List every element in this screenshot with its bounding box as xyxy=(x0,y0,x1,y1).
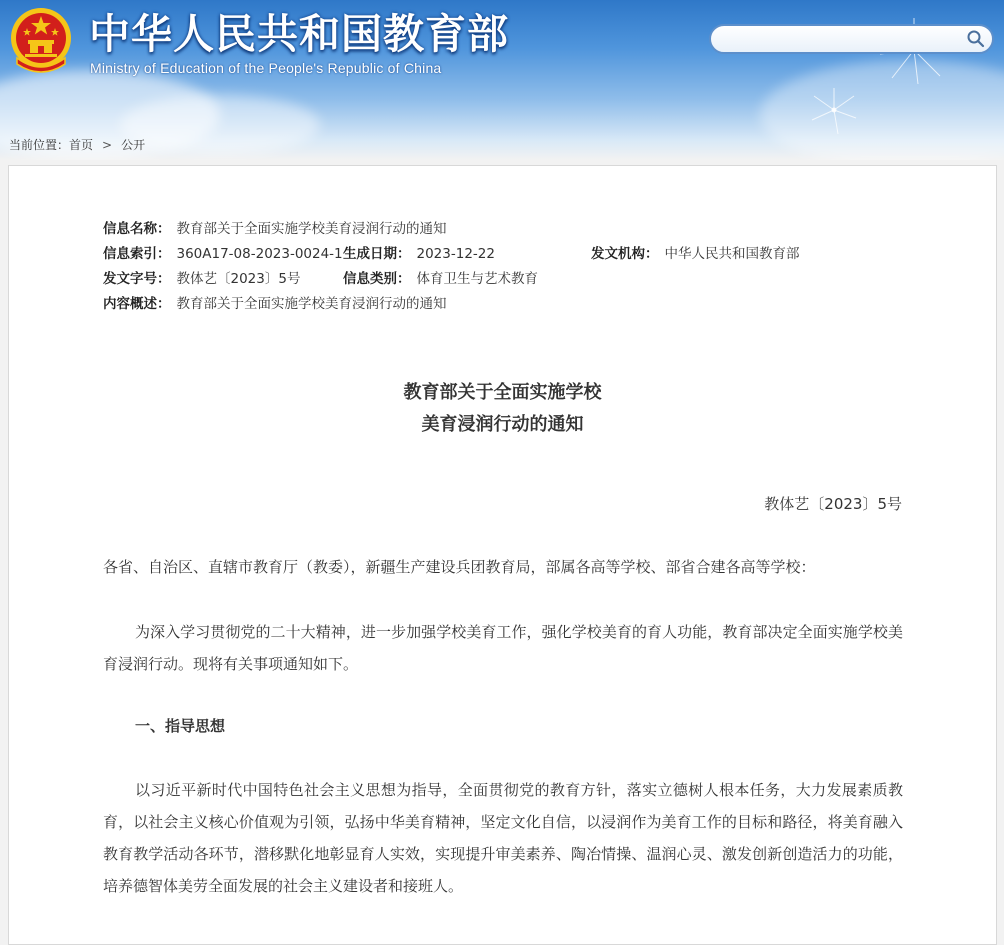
meta-issuer-value: 中华人民共和国教育部 xyxy=(664,246,800,262)
meta-docnum-value: 教体艺〔2023〕5号 xyxy=(176,271,301,287)
meta-info-summary xyxy=(103,295,447,313)
article-intro-paragraph: 为深入学习贯彻党的二十大精神，进一步加强学校美育工作，强化学校美育的育人功能，教育部决定全面实施学校美育浸润行动。现将有关事项通知如下。 xyxy=(103,623,903,673)
meta-date-value: 2023-12-22 xyxy=(416,246,495,262)
meta-summary-label: 内容概述： xyxy=(103,296,171,312)
meta-name-value: 教育部关于全面实施学校美育浸润行动的通知 xyxy=(176,221,447,237)
search-icon[interactable] xyxy=(966,29,986,49)
meta-index-value: 360A17-08-2023-0024-1 xyxy=(176,246,343,262)
site-title-cn[interactable]: 中华人民共和国教育部 xyxy=(89,10,509,58)
meta-issuer-label: 发文机构： xyxy=(591,246,659,262)
meta-category-label: 信息类别： xyxy=(343,271,411,287)
meta-info-docnum xyxy=(103,270,300,288)
meta-info-issuer xyxy=(591,245,800,263)
header-cloud xyxy=(120,95,320,155)
section-heading: 一、指导思想 xyxy=(135,717,226,735)
national-emblem-icon xyxy=(9,6,73,76)
section-paragraph: 以习近平新时代中国特色社会主义思想为指导，全面贯彻党的教育方针，落实立德树人根本任务，大力发展素质教育，以社会主义核心价值观为引领，弘扬中华美育精神，坚定文化自信，以浸润作为美育工作的目标和路径，将美育融入教育教学活动各环节，潜移默化地彰显育人实效，实现提升审美素养、陶冶情操、温润心灵、激发创新创造活力的功能，培养德智体美劳全面发展的社会主义建设者和接班人。 xyxy=(103,781,903,895)
meta-summary-value: 教育部关于全面实施学校美育浸润行动的通知 xyxy=(176,296,447,312)
meta-name-label: 信息名称： xyxy=(103,221,171,237)
breadcrumb xyxy=(9,137,145,153)
search-input[interactable] xyxy=(723,29,967,51)
meta-info-name xyxy=(103,220,447,238)
breadcrumb-current-link[interactable]: 公开 xyxy=(121,138,146,152)
meta-info-date xyxy=(343,245,495,263)
site-header xyxy=(0,0,1004,160)
article-title-line2: 美育浸润行动的通知 xyxy=(421,414,584,435)
article-doc-number: 教体艺〔2023〕5号 xyxy=(764,495,902,513)
article-salutation: 各省、自治区、直辖市教育厅（教委），新疆生产建设兵团教育局，部属各高等学校、部省合建各高等学校： xyxy=(103,558,816,576)
meta-index-label: 信息索引： xyxy=(103,246,171,262)
breadcrumb-separator: > xyxy=(102,138,113,152)
meta-docnum-label: 发文字号： xyxy=(103,271,171,287)
article-panel xyxy=(8,165,997,945)
breadcrumb-home-link[interactable]: 首页 xyxy=(69,138,94,152)
meta-info-category xyxy=(343,270,538,288)
breadcrumb-prefix: 当前位置： xyxy=(9,138,70,152)
article-title-line1: 教育部关于全面实施学校 xyxy=(403,382,602,403)
search-box xyxy=(709,24,994,54)
site-title-en: Ministry of Education of the People's Republic of China xyxy=(90,60,442,76)
meta-date-label: 生成日期： xyxy=(343,246,411,262)
meta-info-index xyxy=(103,245,343,263)
meta-category-value: 体育卫生与艺术教育 xyxy=(416,271,538,287)
